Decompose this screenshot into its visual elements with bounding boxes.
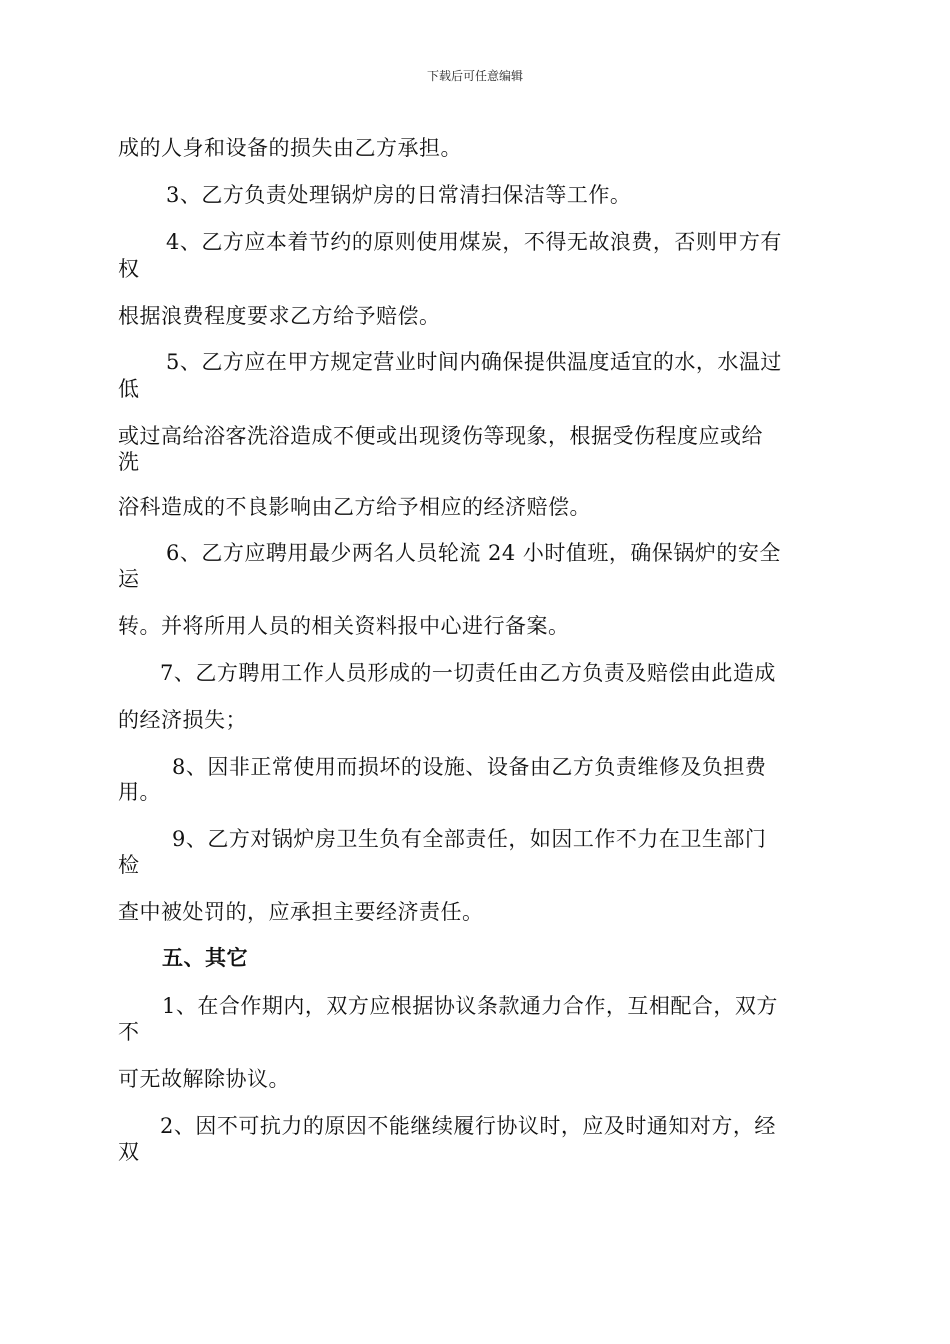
text-line: 不 — [118, 1020, 140, 1044]
text-line: 检 — [118, 853, 140, 877]
text-line: 2、因不可抗力的原因不能继续履行协议时，应及时通知对方，经 — [160, 1114, 776, 1138]
text-line: 转。并将所用人员的相关资料报中心进行备案。 — [118, 614, 570, 638]
page-header: 下载后可任意编辑 — [426, 69, 523, 83]
text-line: 双 — [118, 1140, 140, 1164]
text-line: 9、乙方对锅炉房卫生负有全部责任，如因工作不力在卫生部门 — [172, 827, 767, 851]
text-line: 8、因非正常使用而损坏的设施、设备由乙方负责维修及负担费 — [172, 755, 767, 779]
text-line: 浴科造成的不良影响由乙方给予相应的经济赔偿。 — [118, 495, 591, 519]
text-line: 运 — [118, 567, 140, 591]
text-line: 1、在合作期内，双方应根据协议条款通力合作，互相配合，双方 — [162, 994, 778, 1018]
text-line: 用。 — [118, 780, 161, 804]
text-line: 7、乙方聘用工作人员形成的一切责任由乙方负责及赔偿由此造成 — [160, 661, 776, 685]
text-line: 5、乙方应在甲方规定营业时间内确保提供温度适宜的水，水温过 — [166, 350, 782, 374]
text-line: 权 — [118, 257, 140, 281]
text-line: 查中被处罚的，应承担主要经济责任。 — [118, 900, 484, 924]
section-heading: 五、其它 — [162, 945, 248, 970]
text-line: 可无故解除协议。 — [118, 1067, 290, 1091]
text-line: 低 — [118, 377, 140, 401]
text-line: 的经济损失； — [118, 708, 247, 732]
text-line: 3、乙方负责处理锅炉房的日常清扫保洁等工作。 — [166, 183, 632, 207]
text-line: 或过高给浴客洗浴造成不便或出现烫伤等现象，根据受伤程度应或给 — [118, 424, 763, 448]
text-line: 洗 — [118, 450, 140, 474]
text-line: 6、乙方应聘用最少两名人员轮流 24 小时值班，确保锅炉的安全 — [166, 541, 781, 565]
text-line: 4、乙方应本着节约的原则使用煤炭，不得无故浪费，否则甲方有 — [166, 230, 782, 254]
text-line: 根据浪费程度要求乙方给予赔偿。 — [118, 304, 441, 328]
text-line: 成的人身和设备的损失由乙方承担。 — [118, 136, 462, 160]
